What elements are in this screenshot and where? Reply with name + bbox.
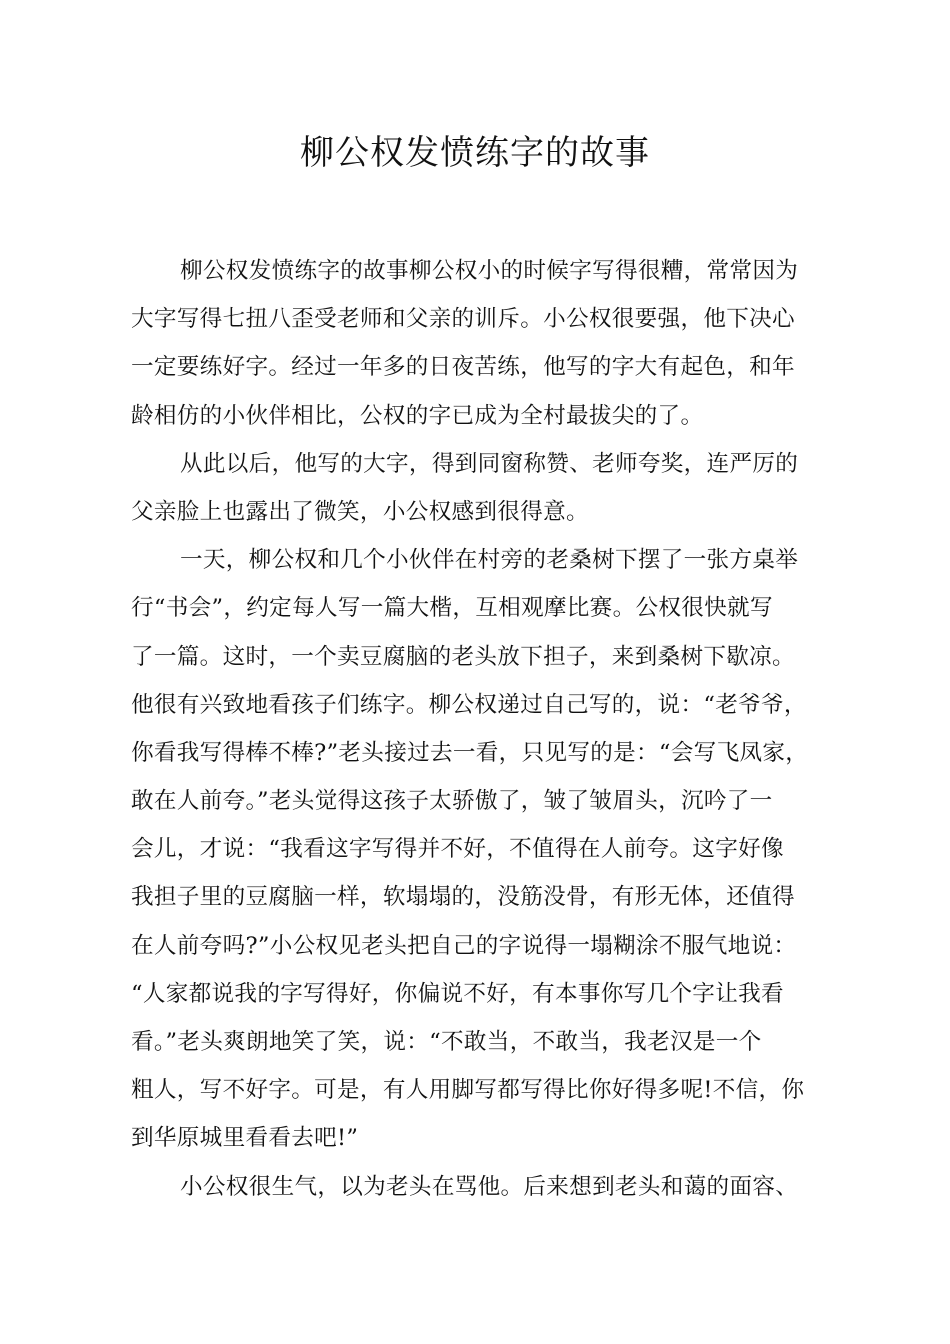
text-line: 粗人，写不好字。可是，有人用脚写都写得比你好得多呢!不信，你 [131,1077,805,1104]
paragraph-2 [131,440,831,536]
text-line: 他很有兴致地看孩子们练字。柳公权递过自己写的，说：“老爷爷， [131,691,807,718]
text-line: 一定要练好字。经过一年多的日夜苦练，他写的字大有起色，和年 [131,354,795,381]
text-line: 小公权很生气，以为老头在骂他。后来想到老头和蔼的面容、 [180,1173,799,1200]
text-line: 看。”老头爽朗地笑了笑，说：“不敢当，不敢当，我老汉是一个 [131,1029,762,1055]
paragraph-3 [131,536,831,1162]
text-line: 从此以后，他写的大字，得到同窗称赞、老师夸奖，连严厉的 [180,450,799,477]
text-line: 行“书会”，约定每人写一篇大楷，互相观摩比赛。公权很快就写 [131,595,773,622]
text-line: 柳公权发愤练字的故事柳公权小的时候字写得很糟，常常因为 [180,258,799,284]
text-line: 我担子里的豆腐脑一样，软塌塌的，没筋没骨，有形无体，还值得 [131,884,795,911]
text-line: 敢在人前夸。”老头觉得这孩子太骄傲了，皱了皱眉头，沉吟了一 [131,788,773,815]
paragraph-1 [131,247,831,440]
paragraph-4 [131,1163,831,1211]
text-line: 到华原城里看看去吧!” [131,1125,359,1152]
document-title: 柳公权发愤练字的故事 [300,133,650,173]
text-line: 了一篇。这时，一个卖豆腐脑的老头放下担子，来到桑树下歇凉。 [131,643,795,670]
text-line: 一天，柳公权和几个小伙伴在村旁的老桑树下摆了一张方桌举 [180,547,799,574]
text-line: 龄相仿的小伙伴相比，公权的字已成为全村最拔尖的了。 [131,402,704,429]
text-line: “人家都说我的字写得好，你偏说不好，有本事你写几个字让我看 [131,980,784,1007]
document-body [131,247,831,1211]
text-line: 父亲脸上也露出了微笑，小公权感到很得意。 [131,498,589,525]
text-line: 会儿，才说：“我看这字写得并不好，不值得在人前夸。这字好像 [131,836,784,863]
text-line: 在人前夸吗?”小公权见老头把自己的字说得一塌糊涂不服气地说： [131,932,797,959]
text-line: 你看我写得棒不棒?”老头接过去一看，只见写的是：“会写飞凤家， [131,739,809,766]
text-line: 大字写得七扭八歪受老师和父亲的训斥。小公权很要强，他下决心 [131,306,795,333]
